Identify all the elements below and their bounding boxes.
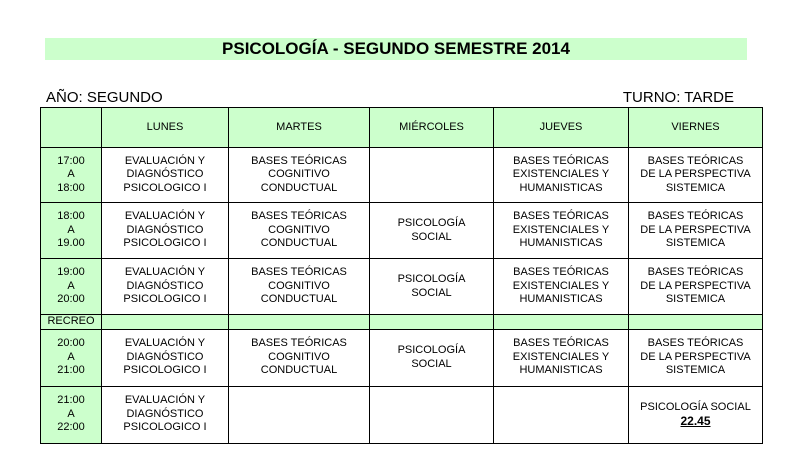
subject-line: PSICOLOGICO I <box>123 421 207 434</box>
schedule-row-2 <box>41 203 763 259</box>
hour-start: 21:00 <box>57 394 85 407</box>
subject-line: HUMANISTICAS <box>519 293 603 306</box>
subject-line: BASES TEÓRICAS <box>513 154 609 167</box>
subject-line: SISTEMICA <box>665 364 726 377</box>
subject-line: DIAGNÓSTICO <box>126 279 204 292</box>
subject-line: CONDUCTUAL <box>260 237 338 250</box>
hour-start: 17:00 <box>57 154 85 167</box>
day-header-viernes: VIERNES <box>629 108 763 148</box>
class-cell <box>229 148 370 203</box>
subject-line: HUMANISTICAS <box>519 237 603 250</box>
subject-line: EVALUACIÓN Y <box>124 154 206 167</box>
subject-line: BASES TEÓRICAS <box>251 154 347 167</box>
class-cell <box>629 329 763 386</box>
subject-line: DE LA PERSPECTIVA <box>640 279 751 292</box>
subject-line: SOCIAL <box>411 286 452 299</box>
hour-sep: A <box>67 223 75 236</box>
day-header-martes: MARTES <box>229 108 370 148</box>
header-row <box>41 108 763 148</box>
subject-line: BASES TEÓRICAS <box>251 337 347 350</box>
subject-line: DIAGNÓSTICO <box>126 407 204 420</box>
subject-line: PSICOLOGÍA SOCIAL <box>640 401 751 413</box>
subject-line: PSICOLOGÍA <box>397 273 466 285</box>
hour-start: 18:00 <box>57 210 85 223</box>
hour-start: 20:00 <box>57 337 85 350</box>
subject-line: BASES TEÓRICAS <box>647 266 744 279</box>
class-cell <box>102 386 229 443</box>
subject-line: PSICOLOGÍA <box>397 344 466 356</box>
class-cell <box>102 203 229 259</box>
subject-line: SOCIAL <box>411 230 452 243</box>
recess-cell <box>629 315 763 330</box>
day-header-jueves: JUEVES <box>494 108 629 148</box>
recess-cell <box>229 315 370 330</box>
subject-line: EXISTENCIALES Y <box>512 168 610 181</box>
hour-cell <box>41 148 102 203</box>
class-cell <box>370 203 494 259</box>
subject-line: SISTEMICA <box>665 181 726 194</box>
class-cell <box>494 259 629 315</box>
schedule-row-3 <box>41 259 763 315</box>
class-cell <box>494 329 629 386</box>
subject-line: SOCIAL <box>411 357 452 370</box>
subject-line: PSICOLOGICO I <box>123 293 207 306</box>
subject-line: SISTEMICA <box>665 237 726 250</box>
hour-end: 21:00 <box>57 364 85 377</box>
subject-line: HUMANISTICAS <box>519 181 603 194</box>
subject-line: COGNITIVO <box>268 350 330 363</box>
subject-line: PSICOLOGICO I <box>123 237 207 250</box>
day-header-lunes: LUNES <box>102 108 229 148</box>
recess-cell <box>102 315 229 330</box>
hour-cell <box>41 259 102 315</box>
hour-sep: A <box>67 407 75 420</box>
subject-line: SISTEMICA <box>665 293 726 306</box>
subject-line: DIAGNÓSTICO <box>126 223 204 236</box>
subject-line: BASES TEÓRICAS <box>513 337 609 350</box>
subject-line: BASES TEÓRICAS <box>647 337 744 350</box>
schedule-row-5 <box>41 386 763 443</box>
subject-line: DE LA PERSPECTIVA <box>640 350 751 363</box>
recess-cell <box>494 315 629 330</box>
class-cell <box>229 203 370 259</box>
class-cell <box>370 329 494 386</box>
day-header-miercoles: MIÉRCOLES <box>370 108 494 148</box>
class-cell <box>370 259 494 315</box>
schedule-table <box>40 107 763 444</box>
subject-line: DE LA PERSPECTIVA <box>640 223 751 236</box>
end-time: 22.45 <box>680 413 711 428</box>
hour-sep: A <box>67 279 75 292</box>
hour-cell <box>41 203 102 259</box>
recess-label: RECREO <box>41 315 102 330</box>
subject-line: CONDUCTUAL <box>260 364 338 377</box>
class-cell <box>629 203 763 259</box>
class-cell <box>102 329 229 386</box>
subject-line: EXISTENCIALES Y <box>512 350 610 363</box>
subject-line: PSICOLOGÍA <box>397 217 466 229</box>
year-label: AÑO: SEGUNDO <box>46 89 163 106</box>
subject-line: DIAGNÓSTICO <box>126 350 204 363</box>
subject-line: BASES TEÓRICAS <box>513 266 609 279</box>
subject-line: EXISTENCIALES Y <box>512 279 610 292</box>
hour-end: 20:00 <box>57 293 85 306</box>
subject-line: EVALUACIÓN Y <box>124 210 206 223</box>
class-cell <box>102 259 229 315</box>
subject-line: BASES TEÓRICAS <box>251 266 347 279</box>
class-cell <box>102 148 229 203</box>
hour-sep: A <box>67 350 75 363</box>
hour-end: 18:00 <box>57 181 85 194</box>
hour-start: 19:00 <box>57 266 85 279</box>
subject-line: EVALUACIÓN Y <box>124 337 206 350</box>
subject-line: CONDUCTUAL <box>260 181 338 194</box>
class-cell <box>629 148 763 203</box>
subject-line: BASES TEÓRICAS <box>513 210 609 223</box>
page-title: PSICOLOGÍA - SEGUNDO SEMESTRE 2014 <box>45 38 747 60</box>
schedule-row-4 <box>41 329 763 386</box>
subject-line: DE LA PERSPECTIVA <box>640 168 751 181</box>
subject-line: CONDUCTUAL <box>260 293 338 306</box>
empty-cell <box>370 386 494 443</box>
class-cell <box>229 259 370 315</box>
hour-end: 19.00 <box>57 237 85 250</box>
subject-line: EVALUACIÓN Y <box>124 394 206 407</box>
class-cell <box>629 386 763 443</box>
empty-cell <box>494 386 629 443</box>
subject-line: BASES TEÓRICAS <box>647 154 744 167</box>
shift-label: TURNO: TARDE <box>622 89 734 106</box>
subject-line: BASES TEÓRICAS <box>647 210 744 223</box>
recess-cell <box>370 315 494 330</box>
subject-line: COGNITIVO <box>268 223 330 236</box>
subject-line: HUMANISTICAS <box>519 364 603 377</box>
corner-cell <box>41 108 102 148</box>
subject-line: COGNITIVO <box>268 279 330 292</box>
class-cell <box>494 203 629 259</box>
subject-line: PSICOLOGICO I <box>123 364 207 377</box>
subject-line: COGNITIVO <box>268 168 330 181</box>
recess-row <box>41 315 763 330</box>
hour-end: 22:00 <box>57 421 85 434</box>
hour-sep: A <box>67 168 75 181</box>
class-cell <box>494 148 629 203</box>
subject-line: BASES TEÓRICAS <box>251 210 347 223</box>
subject-line: PSICOLOGICO I <box>123 181 207 194</box>
empty-cell <box>370 148 494 203</box>
empty-cell <box>229 386 370 443</box>
subject-line: EXISTENCIALES Y <box>512 223 610 236</box>
hour-cell <box>41 329 102 386</box>
schedule-row-1 <box>41 148 763 203</box>
subject-line: DIAGNÓSTICO <box>126 168 204 181</box>
class-cell <box>629 259 763 315</box>
hour-cell <box>41 386 102 443</box>
subject-line: EVALUACIÓN Y <box>124 266 206 279</box>
class-cell <box>229 329 370 386</box>
